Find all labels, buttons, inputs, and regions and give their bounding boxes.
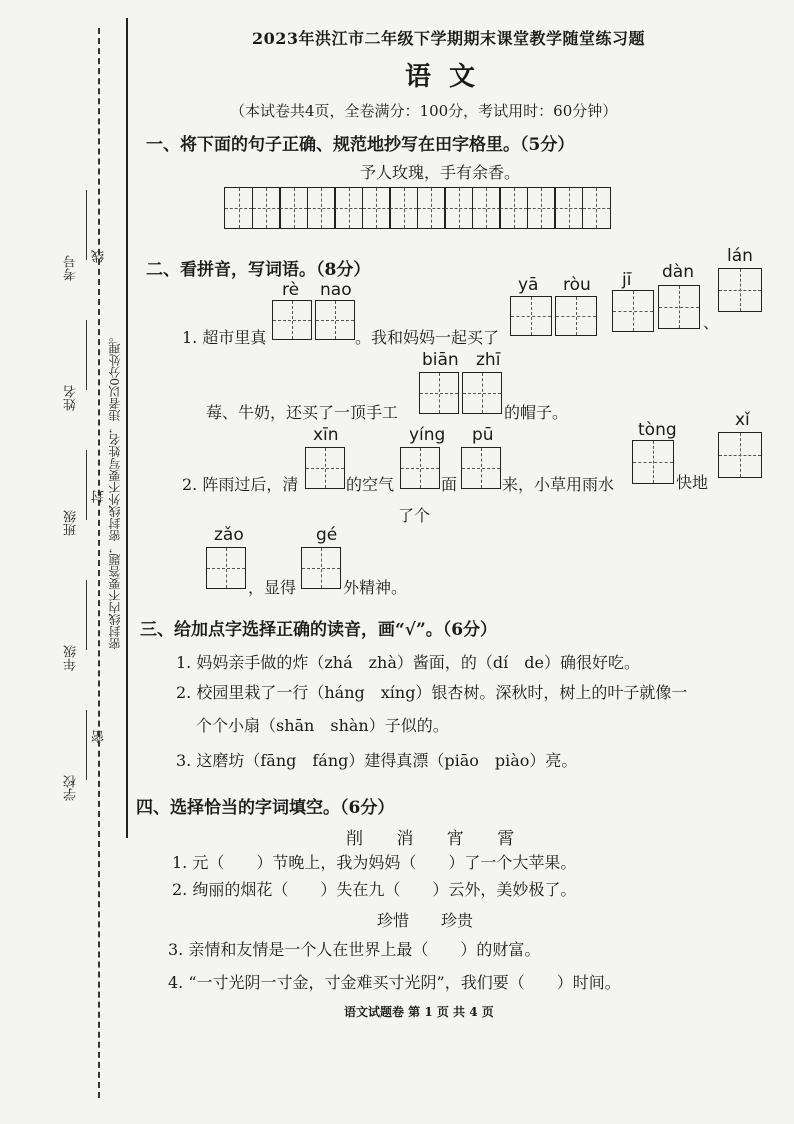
answer-box-ge[interactable] xyxy=(301,547,341,589)
binding-xian: 线 xyxy=(92,250,107,263)
binding-dashed-line xyxy=(98,28,100,1098)
section3-item-2-cont: 个个小扇（shān shàn）子似的。 xyxy=(196,716,449,735)
q1-line1-pre: 1. 超市里真 xyxy=(182,328,267,347)
answer-box-bian[interactable] xyxy=(419,372,459,414)
pinyin-zao: zǎo xyxy=(214,525,244,545)
q2-le-ge: 了个 xyxy=(398,506,431,525)
answer-box-pu[interactable] xyxy=(461,447,501,489)
exam-title: 2023年洪江市二年级下学期期末课堂教学随堂练习题 xyxy=(252,29,646,48)
q1-line1-mid: 。我和妈妈一起买了 xyxy=(355,328,500,347)
answer-box-ying[interactable] xyxy=(400,447,440,489)
section4-item-3: 3. 亲情和友情是一个人在世界上最（ ）的财富。 xyxy=(168,940,541,959)
section1-sentence: 予人玫瑰，手有余香。 xyxy=(360,163,521,182)
section3-heading: 三、给加点字选择正确的读音，画“√”。（6分） xyxy=(140,620,498,640)
answer-box-re[interactable] xyxy=(272,300,312,340)
copy-grid-cell[interactable] xyxy=(554,187,583,229)
pinyin-re: rè xyxy=(282,280,300,300)
answer-box-nao[interactable] xyxy=(315,300,355,340)
copy-grid-cell[interactable] xyxy=(527,187,556,229)
q2-line1-mid2: 面 xyxy=(441,475,458,494)
answer-box-xi[interactable] xyxy=(718,432,762,478)
section4-item-1: 1. 元（ ）节晚上，我为妈妈（ ）了一个大苹果。 xyxy=(172,853,577,872)
pinyin-ji: jī xyxy=(622,270,632,290)
section1-heading: 一、将下面的句子正确、规范地抄写在田字格里。（5分） xyxy=(146,135,575,155)
q2-line2-post: 外精神。 xyxy=(343,578,408,597)
grade-label: 年级 xyxy=(64,645,79,671)
answer-box-tong[interactable] xyxy=(632,440,674,484)
section3-item-1: 1. 妈妈亲手做的炸（zhá zhà）酱面，的（dí de）确很好吃。 xyxy=(176,653,640,672)
q2-line1-mid1: 的空气 xyxy=(346,475,395,494)
binding-solid-line xyxy=(126,18,128,838)
page-footer: 语文试题卷 第 1 页 共 4 页 xyxy=(344,1005,494,1019)
q2-line1-post: 快地 xyxy=(676,473,709,492)
answer-box-zao[interactable] xyxy=(206,547,246,589)
copy-grid-cell[interactable] xyxy=(224,187,253,229)
pinyin-tong: tòng xyxy=(638,420,677,440)
copy-grid-cell[interactable] xyxy=(362,187,391,229)
answer-box-lan[interactable] xyxy=(718,268,762,312)
answer-box-ji[interactable] xyxy=(612,290,654,332)
name-underline xyxy=(86,320,87,390)
binding-mi: 密 xyxy=(92,730,107,743)
copy-grid-cell[interactable] xyxy=(417,187,446,229)
pinyin-rou: ròu xyxy=(563,275,591,295)
answer-box-rou[interactable] xyxy=(555,296,597,336)
binding-feng: 封 xyxy=(92,490,107,503)
copy-grid-cell[interactable] xyxy=(389,187,418,229)
class-label: 班级 xyxy=(64,510,79,536)
answer-box-xin[interactable] xyxy=(305,447,345,489)
section2-heading: 二、看拼音，写词语。（8分） xyxy=(146,260,371,280)
section4-choices-1: 削 消 宵 霄 xyxy=(346,829,529,849)
section4-item-4: 4. “一寸光阴一寸金，寸金难买寸光阴”，我们要（ ）时间。 xyxy=(168,973,621,992)
pinyin-bian: biān xyxy=(422,350,459,370)
copy-grid-cell[interactable] xyxy=(582,187,611,229)
section4-heading: 四、选择恰当的字词填空。（6分） xyxy=(136,798,395,818)
exam-no-label: 考号 xyxy=(64,255,79,281)
grade-underline xyxy=(86,580,87,650)
pinyin-nao: nao xyxy=(320,280,352,300)
copy-grid-cell[interactable] xyxy=(334,187,363,229)
pinyin-pu: pū xyxy=(472,425,494,445)
copy-grid xyxy=(224,187,611,229)
copy-grid-cell[interactable] xyxy=(472,187,501,229)
pinyin-ying: yíng xyxy=(409,425,446,445)
name-label: 姓名 xyxy=(64,385,79,411)
pinyin-lan: lán xyxy=(727,246,753,266)
pinyin-xin: xīn xyxy=(313,425,339,445)
answer-box-zhi[interactable] xyxy=(462,372,502,414)
q2-line1-mid3: 来，小草用雨水 xyxy=(502,475,615,494)
q1-line1-sep: 、 xyxy=(703,313,720,332)
copy-grid-cell[interactable] xyxy=(279,187,308,229)
copy-grid-cell[interactable] xyxy=(307,187,336,229)
pinyin-dan: dàn xyxy=(662,262,694,282)
section4-choices-2: 珍惜 珍贵 xyxy=(377,911,474,930)
class-underline xyxy=(86,450,87,520)
answer-box-ya[interactable] xyxy=(510,296,552,336)
q1-line2-post: 的帽子。 xyxy=(504,403,569,422)
pinyin-ge: gé xyxy=(316,525,338,545)
pinyin-xi: xǐ xyxy=(735,410,750,430)
copy-grid-cell[interactable] xyxy=(444,187,473,229)
section4-item-2: 2. 绚丽的烟花（ ）失在九（ ）云外，美妙极了。 xyxy=(172,880,577,899)
q1-line2-pre: 莓、牛奶，还买了一顶手工 xyxy=(206,403,399,422)
copy-grid-cell[interactable] xyxy=(499,187,528,229)
q2-line1-pre: 2. 阵雨过后，清 xyxy=(182,475,299,494)
copy-grid-cell[interactable] xyxy=(252,187,281,229)
section3-item-2: 2. 校园里栽了一行（háng xíng）银杏树。深秋时，树上的叶子就像一 xyxy=(176,683,688,702)
binding-notice: 密封线内不要答题，密封线外不要写姓名，违者以0分处理。 xyxy=(108,330,122,650)
school-label: 学校 xyxy=(64,775,79,801)
pinyin-ya: yā xyxy=(518,275,539,295)
subject-title: 语文 xyxy=(405,62,494,92)
paper-info: （本试卷共4页，全卷满分：100分，考试用时：60分钟） xyxy=(230,102,618,120)
pinyin-zhi: zhī xyxy=(476,350,501,370)
answer-box-dan[interactable] xyxy=(658,285,700,329)
school-underline xyxy=(86,710,87,780)
q2-line2-mid: ，显得 xyxy=(248,578,297,597)
exam-no-underline xyxy=(86,190,87,260)
section3-item-3: 3. 这磨坊（fāng fáng）建得真漂（piāo piào）亮。 xyxy=(176,751,578,770)
